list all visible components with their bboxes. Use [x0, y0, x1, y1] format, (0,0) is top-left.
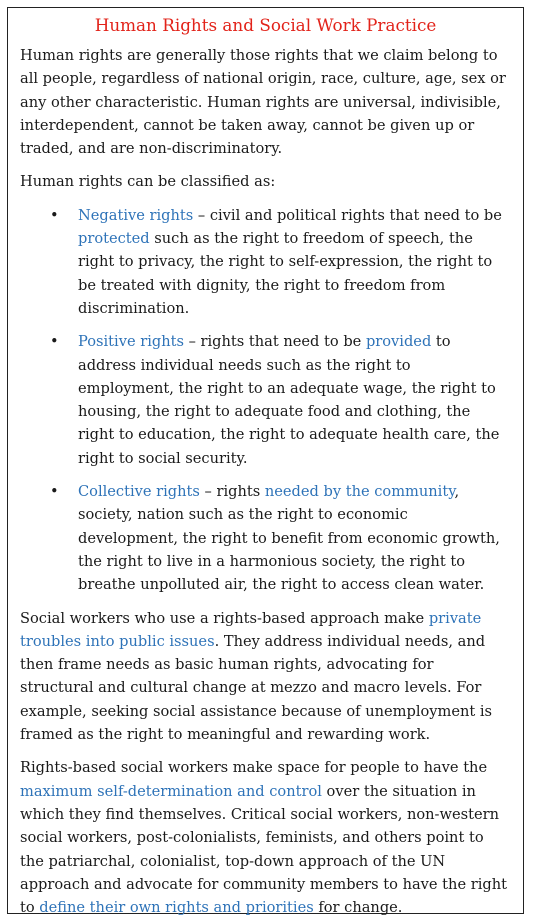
collective-rights-term: Collective rights — [78, 483, 200, 501]
intro-paragraph — [20, 44, 511, 160]
bullet-icon: • — [50, 206, 59, 224]
positive-rights-text-2: to address individual needs such as the right to employment, the right to an adequate wage, the right to housing, the right to adequate food and clothing, the right to education, the right to adequate health care, the right to social security. — [78, 333, 500, 467]
paragraph4-text-2: over the situation in which they find themselves. Critical social workers, non-western social workers, post-colonialists, feminists, and others point to the patriarchal, colonialist, top-down approach of the UN approach and advocate for community members to have the right to — [20, 782, 507, 917]
list-item-positive-rights — [20, 330, 511, 470]
bullet-icon: • — [50, 333, 59, 351]
bullet-icon: • — [50, 483, 59, 501]
negative-rights-text-1: – civil and political rights that need to be — [193, 206, 502, 224]
paragraph3-text-2: . They address individual needs, and then frame needs as basic human rights, advocating for structural and cultural change at mezzo and macro levels. For example, seeking social assistance because of unemployment is framed as the right to meaningful and rewarding work. — [20, 632, 493, 744]
collective-rights-keyword: needed by the community — [264, 483, 455, 501]
classification-intro-text: Human rights can be classified as: — [20, 173, 276, 191]
negative-rights-term: Negative rights — [78, 206, 194, 224]
positive-rights-text-1: – rights that need to be — [183, 333, 366, 351]
rights-based-approach-paragraph — [20, 607, 511, 747]
positive-rights-keyword: provided — [365, 333, 432, 351]
document-panel — [7, 7, 524, 917]
list-item-collective-rights — [20, 480, 511, 596]
intro-text: Human rights are generally those rights that we claim belong to all people, regardless of national origin, race, culture, age, sex or any other characteristic. Human rights are universal, indivisible, interdependent, cannot be taken away, cannot be given up or traded, and are non-discriminatory. — [20, 47, 506, 158]
negative-rights-keyword: protected — [78, 230, 150, 248]
classification-intro — [20, 170, 511, 193]
list-item-negative-rights — [20, 204, 511, 320]
paragraph3-highlight: private troubles into public issues — [20, 609, 482, 650]
paragraph4-text-3: for change. — [313, 899, 403, 917]
paragraph4-highlight-1: maximum self-determination and control — [20, 782, 322, 800]
rights-list — [20, 204, 511, 597]
paragraph4-highlight-2: define their own rights and priorities — [39, 899, 314, 917]
collective-rights-text-2: , society, nation such as the right to economic development, the right to benefit from economic growth, the right to live in a harmonious society, the right to breathe unpolluted air, the right to access clean water. — [78, 483, 500, 594]
positive-rights-term: Positive rights — [78, 333, 184, 351]
negative-rights-text-2: such as the right to freedom of speech, the right to privacy, the right to self-expression, the right to be treated with dignity, the right to freedom from discrimination. — [78, 230, 493, 317]
collective-rights-text-1: – rights — [199, 483, 265, 501]
page-title: Human Rights and Social Work Practice — [94, 15, 437, 35]
self-determination-paragraph — [20, 756, 511, 919]
paragraph4-text-1: Rights-based social workers make space for people to have the — [20, 759, 488, 777]
paragraph3-text-1: Social workers who use a rights-based approach make — [20, 609, 429, 627]
